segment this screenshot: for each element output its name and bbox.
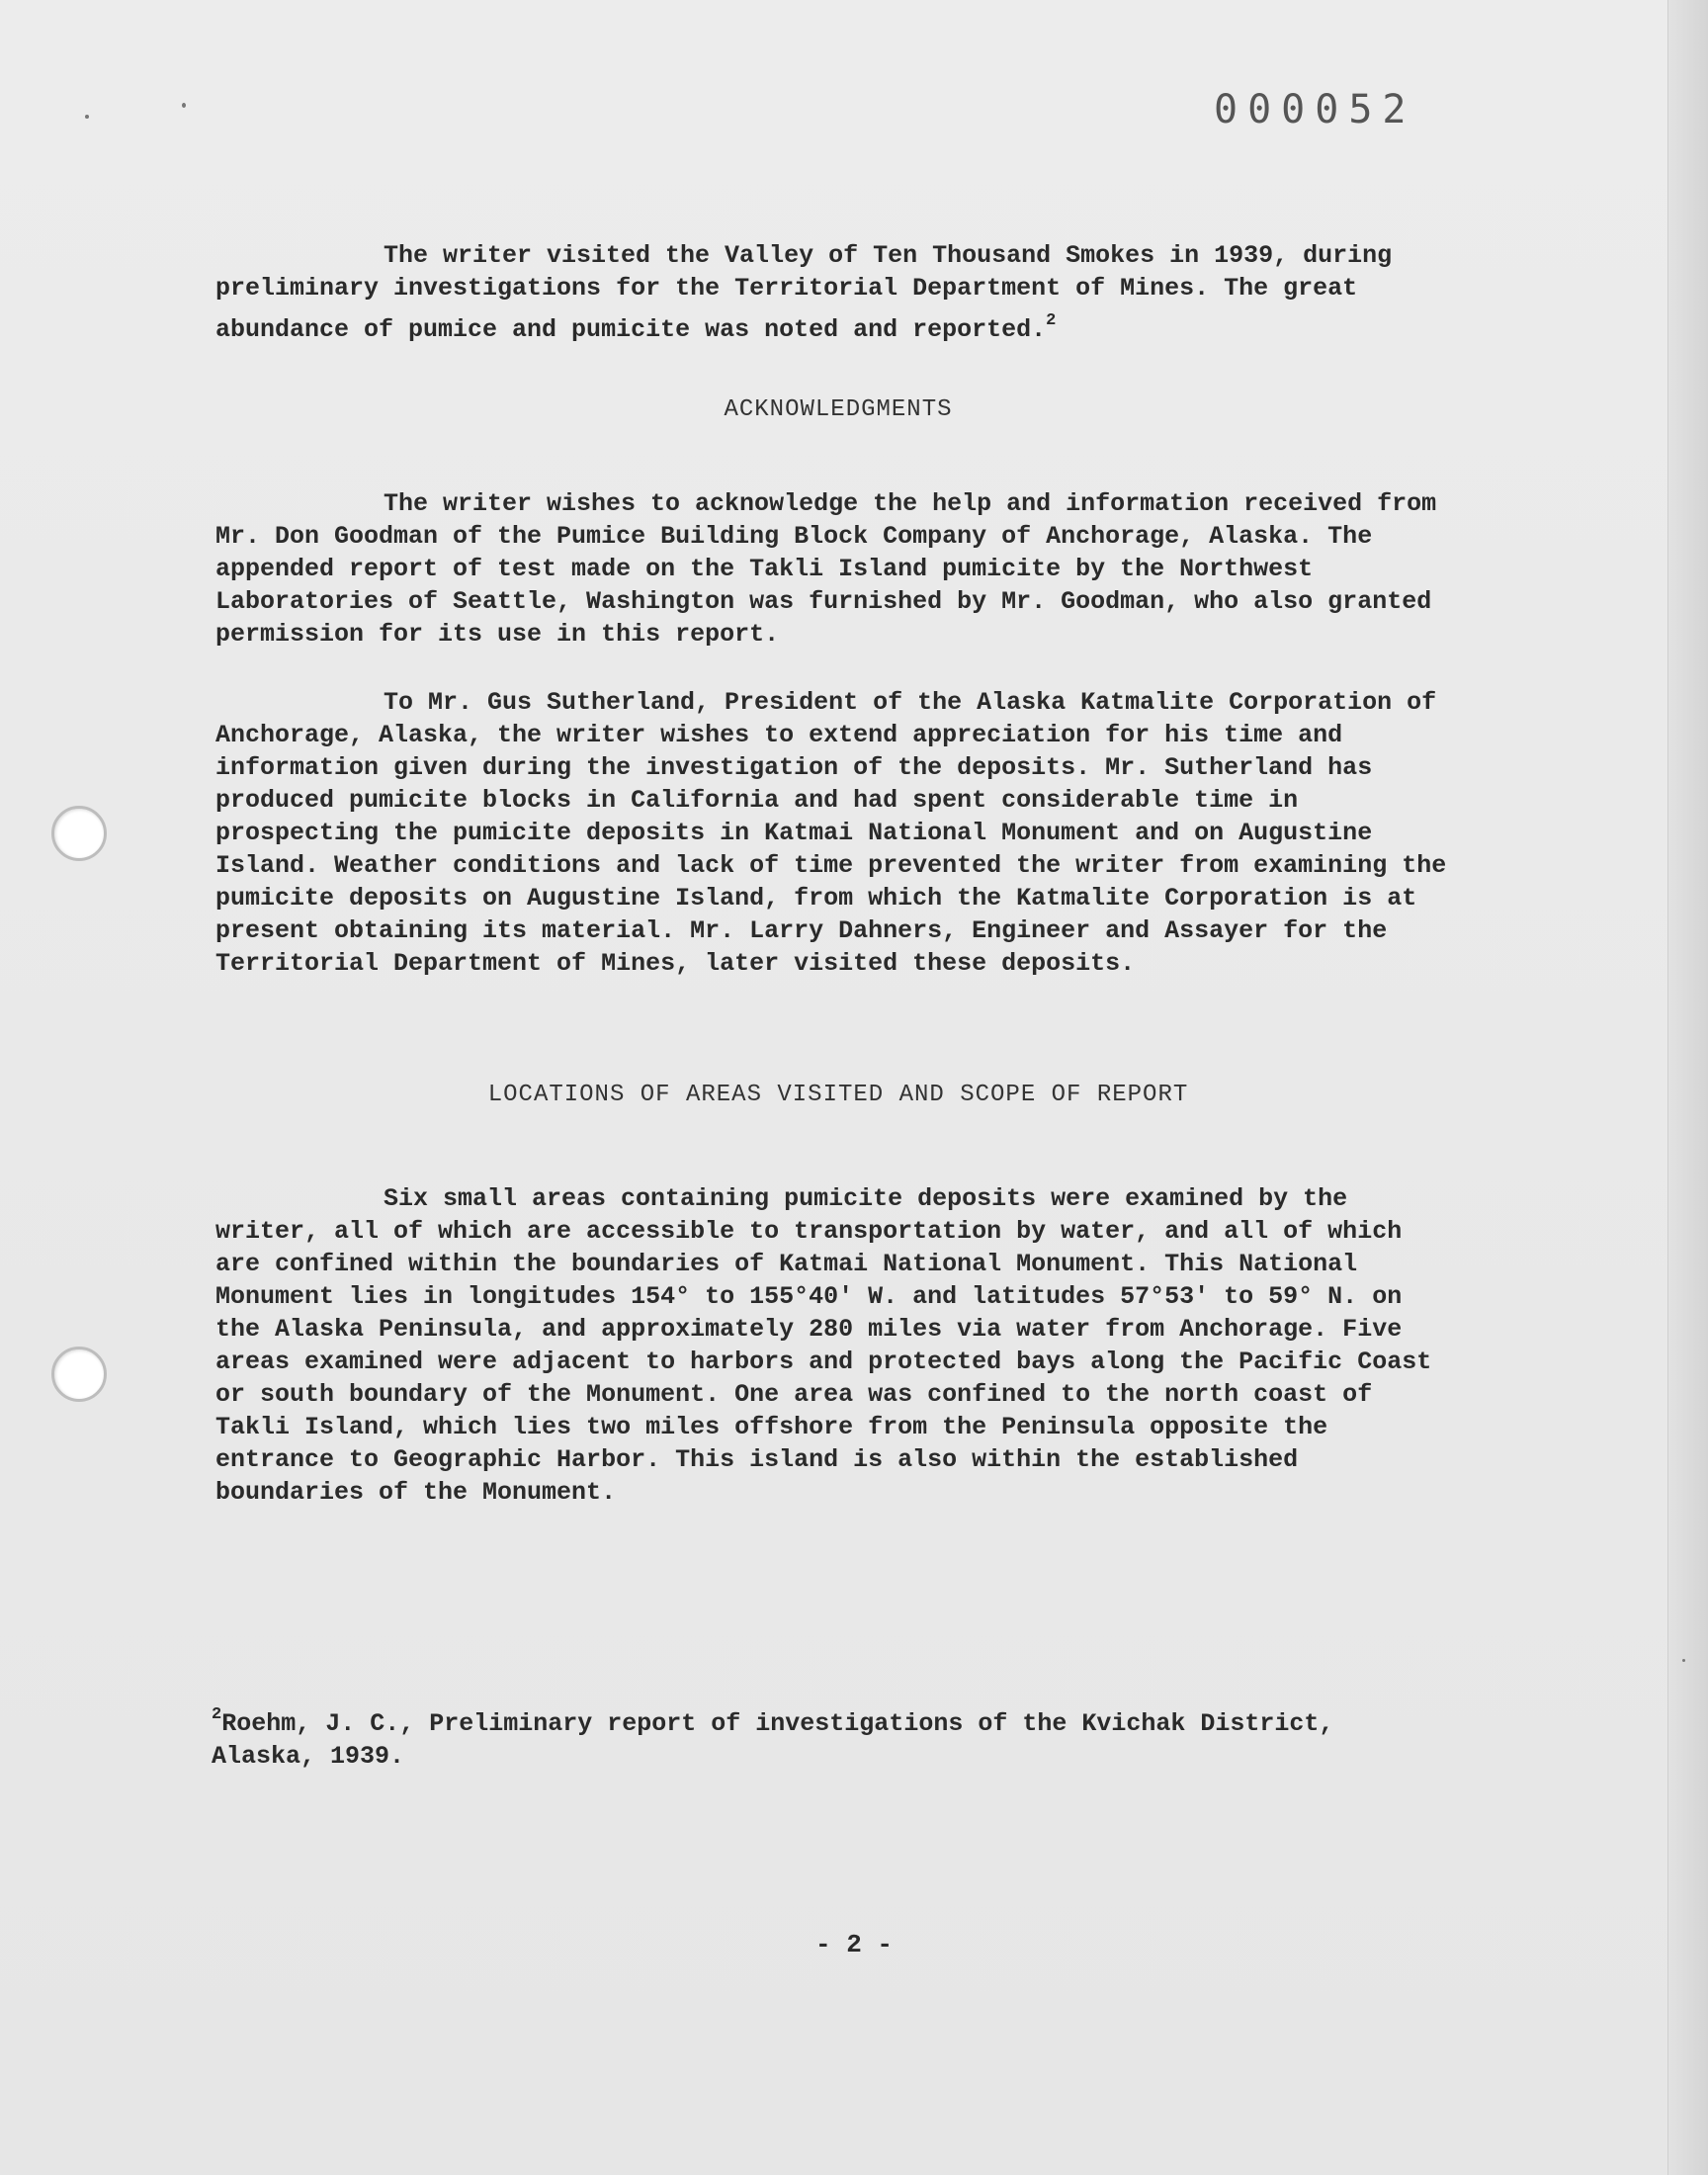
footnote [212, 1698, 1398, 1773]
intro-footnote-mark: 2 [1046, 311, 1057, 330]
document-number: 000052 [1214, 87, 1416, 132]
punch-hole-upper [51, 806, 107, 861]
acknowledgments-heading: ACKNOWLEDGMENTS [724, 396, 953, 423]
punch-hole-lower [51, 1347, 107, 1402]
footnote-text: Roehm, J. C., Preliminary report of investigations of the Kvichak District, Alaska, 1939. [212, 1709, 1334, 1771]
page-edge [1667, 0, 1708, 2175]
acknowledgments-paragraph-2: To Mr. Gus Sutherland, President of the Alaska Katmalite Corporation of Anchorage, Alaska, the writer wishes to extend appreciation for his time and information given during the investigation of the deposits. Mr. Sutherland has produced pumicite blocks in California and had spent considerable time in prospecting the pumicite deposits in Katmai National Monument and on Augustine Island. Weather conditions and lack of time prevented the writer from examining the pumicite deposits on Augustine Island, from which the Katmalite Corporation is at present obtaining its material. Mr. Larry Dahners, Engineer and Assayer for the Territorial Department of Mines, later visited these deposits. [215, 688, 1447, 978]
locations-paragraph: Six small areas containing pumicite deposits were examined by the writer, all of which are accessible to transportation by water, and all of which are confined within the boundaries of Katmai National Monument. This National Monument lies in longitudes 154° to 155°40' W. and latitudes 57°53' to 59° N. on the Alaska Peninsula, and approximately 280 miles via water from Anchorage. Five areas examined were adjacent to harbors and protected bays along the Pacific Coast or south boundary of the Monument. One area was confined to the north coast of Takli Island, which lies two miles offshore from the Peninsula opposite the entrance to Geographic Harbor. This island is also within the established boundaries of the Monument. [215, 1184, 1432, 1507]
acknowledgments-paragraph-1: The writer wishes to acknowledge the help and information received from Mr. Don Goodman of the Pumice Building Block Company of Anchorage, Alaska. The appended report of test made on the Takli Island pumicite by the Northwest Laboratories of Seattle, Washington was furnished by Mr. Goodman, who also granted permission for its use in this report. [215, 489, 1437, 649]
footnote-mark: 2 [212, 1705, 222, 1724]
main-text [215, 239, 1461, 1509]
locations-heading: LOCATIONS OF AREAS VISITED AND SCOPE OF REPORT [487, 1082, 1189, 1108]
intro-paragraph [215, 239, 1461, 346]
paper-speck [85, 115, 89, 119]
paper-speck [1682, 1659, 1685, 1662]
paper-speck [182, 103, 186, 108]
page-number: - 2 - [814, 1930, 893, 1959]
intro-text: The writer visited the Valley of Ten Thousand Smokes in 1939, during preliminary investigations for the Territorial Department of Mines. The great abundance of pumice and pumicite was noted and reported. [215, 241, 1393, 344]
